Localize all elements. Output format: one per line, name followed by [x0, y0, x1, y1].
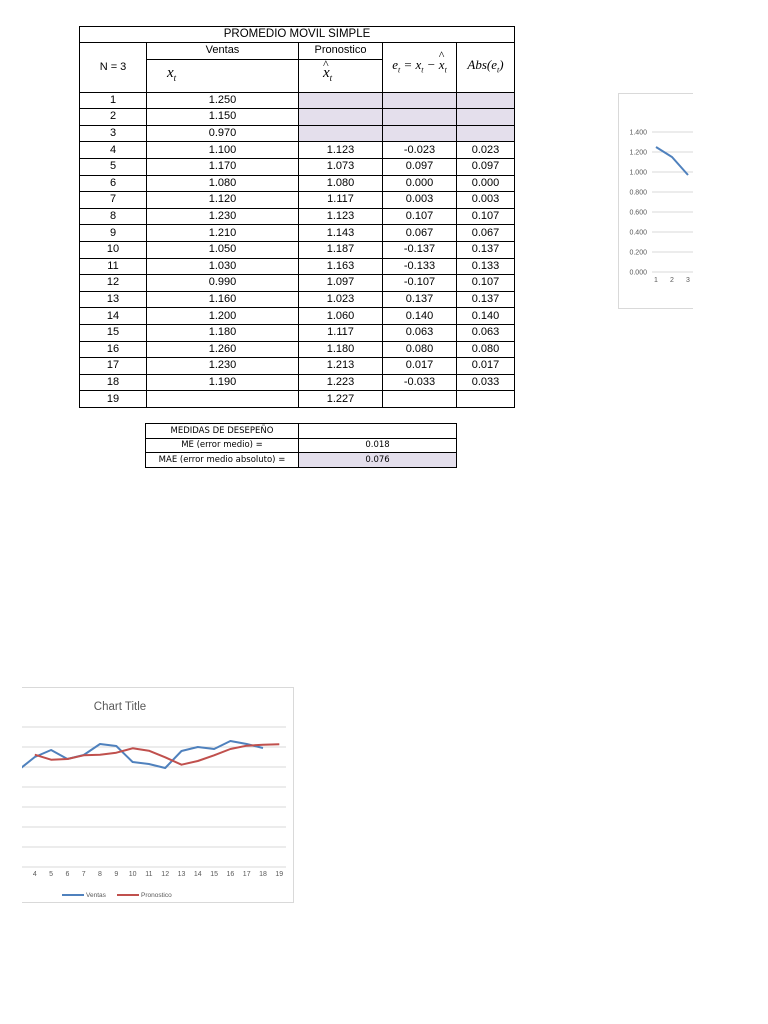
ventas-cell: 1.120	[147, 192, 299, 209]
pronostico-cell: 1.187	[299, 241, 383, 258]
y-tick-label: 1.400	[629, 129, 647, 137]
table-row	[80, 358, 515, 375]
table-row	[80, 125, 515, 142]
pronostico-cell: 1.213	[299, 358, 383, 375]
x-tick-label: 13	[177, 871, 186, 878]
table-row	[80, 275, 515, 292]
pronostico-cell: 1.117	[299, 324, 383, 341]
ventas-cell: 1.230	[147, 358, 299, 375]
period-cell: 13	[80, 291, 147, 308]
performance-header-blank	[299, 424, 457, 439]
me-label: ME (error medio) =	[146, 438, 299, 453]
ventas-cell: 1.150	[147, 109, 299, 126]
n-label: N = 3	[80, 43, 147, 93]
abs-error-cell	[457, 391, 515, 408]
abs-error-cell: 0.140	[457, 308, 515, 325]
abs-error-cell: 0.067	[457, 225, 515, 242]
chart-title: Chart Title	[93, 701, 147, 713]
abs-error-cell: 0.133	[457, 258, 515, 275]
x-tick-label: 1	[654, 277, 658, 284]
pronostico-cell: 1.080	[299, 175, 383, 192]
y-tick-label: 1.200	[629, 149, 647, 157]
pronostico-cell: 1.097	[299, 275, 383, 292]
ventas-cell: 1.050	[147, 241, 299, 258]
error-cell: 0.140	[383, 308, 457, 325]
x-tick-label: 6	[65, 871, 70, 878]
abs-error-cell	[457, 125, 515, 142]
x-tick-label: 5	[49, 871, 54, 878]
x-tick-label: 11	[145, 871, 153, 878]
y-tick-label: 0.600	[629, 209, 647, 217]
abs-error-cell: 0.097	[457, 158, 515, 175]
table-row	[80, 258, 515, 275]
error-cell: -0.137	[383, 241, 457, 258]
error-cell: 0.017	[383, 358, 457, 375]
ventas-line	[22, 741, 263, 770]
pronostico-cell: 1.117	[299, 192, 383, 209]
forecast-table	[79, 26, 515, 408]
x-tick-label: 3	[686, 277, 690, 284]
period-cell: 9	[80, 225, 147, 242]
period-cell: 6	[80, 175, 147, 192]
x-tick-label: 17	[242, 871, 251, 878]
x-tick-label: 16	[226, 871, 235, 878]
error-cell: 0.137	[383, 291, 457, 308]
pronostico-cell: 1.227	[299, 391, 383, 408]
ventas-cell: 1.080	[147, 175, 299, 192]
ventas-cell: 1.210	[147, 225, 299, 242]
ventas-cell: 1.100	[147, 142, 299, 159]
error-cell: -0.133	[383, 258, 457, 275]
small-chart-svg	[619, 94, 693, 308]
x-tick-label: 12	[161, 871, 170, 878]
ventas-cell: 1.180	[147, 324, 299, 341]
header-abs-error: $Abs(e_t)$	[457, 43, 515, 93]
table-row	[80, 109, 515, 126]
period-cell: 17	[80, 358, 147, 375]
error-cell	[383, 391, 457, 408]
error-cell: 0.003	[383, 192, 457, 209]
pronostico-cell	[299, 125, 383, 142]
pronostico-cell: 1.163	[299, 258, 383, 275]
mae-value: 0.076	[299, 453, 457, 468]
me-value: 0.018	[299, 438, 457, 453]
table-row	[80, 92, 515, 109]
error-cell: 0.000	[383, 175, 457, 192]
abs-error-cell: 0.107	[457, 208, 515, 225]
abs-error-cell: 0.063	[457, 324, 515, 341]
y-tick-label: 0.400	[629, 229, 647, 237]
ventas-cell	[147, 391, 299, 408]
x-tick-label: 2	[670, 277, 674, 284]
period-cell: 4	[80, 142, 147, 159]
table-row	[80, 291, 515, 308]
y-tick-label: 1.000	[629, 169, 647, 177]
x-tick-label: 14	[193, 871, 202, 878]
y-tick-label: 0.800	[629, 189, 647, 197]
pronostico-cell: 1.123	[299, 142, 383, 159]
y-tick-label: 0.000	[629, 269, 647, 277]
pronostico-cell: 1.060	[299, 308, 383, 325]
y-tick-label: 0.200	[629, 249, 647, 257]
table-row	[80, 175, 515, 192]
ventas-cell: 1.250	[147, 92, 299, 109]
x-tick-label: 4	[32, 871, 37, 878]
pronostico-cell	[299, 92, 383, 109]
period-cell: 16	[80, 341, 147, 358]
ventas-cell: 1.260	[147, 341, 299, 358]
header-xt: $x_t$	[147, 59, 299, 92]
period-cell: 3	[80, 125, 147, 142]
abs-error-cell: 0.003	[457, 192, 515, 209]
abs-error-cell	[457, 92, 515, 109]
table-row	[80, 142, 515, 159]
legend-label-ventas: Ventas	[86, 892, 106, 899]
pronostico-cell: 1.223	[299, 374, 383, 391]
small-chart	[618, 93, 693, 309]
ventas-cell: 0.970	[147, 125, 299, 142]
period-cell: 8	[80, 208, 147, 225]
abs-error-cell: 0.033	[457, 374, 515, 391]
error-cell: 0.107	[383, 208, 457, 225]
x-tick-label: 19	[275, 871, 284, 878]
error-cell: -0.023	[383, 142, 457, 159]
header-ventas: Ventas	[147, 43, 299, 60]
period-cell: 1	[80, 92, 147, 109]
x-tick-label: 10	[128, 871, 137, 878]
header-xhat: ^ $x_t$	[299, 59, 383, 92]
x-tick-label: 7	[81, 871, 86, 878]
period-cell: 19	[80, 391, 147, 408]
abs-error-cell: 0.017	[457, 358, 515, 375]
error-cell: -0.033	[383, 374, 457, 391]
abs-error-cell: 0.137	[457, 291, 515, 308]
x-tick-label: 8	[98, 871, 102, 878]
ventas-cell: 1.170	[147, 158, 299, 175]
pronostico-cell: 1.143	[299, 225, 383, 242]
period-cell: 18	[80, 374, 147, 391]
x-tick-label: 18	[259, 871, 267, 878]
ventas-cell: 1.200	[147, 308, 299, 325]
abs-error-cell: 0.080	[457, 341, 515, 358]
error-cell	[383, 109, 457, 126]
period-cell: 14	[80, 308, 147, 325]
large-chart-svg	[22, 688, 293, 902]
error-cell: 0.097	[383, 158, 457, 175]
error-cell	[383, 92, 457, 109]
table-row	[80, 208, 515, 225]
period-cell: 2	[80, 109, 147, 126]
ventas-cell: 1.230	[147, 208, 299, 225]
table-row	[80, 374, 515, 391]
pronostico-cell: 1.023	[299, 291, 383, 308]
performance-header: MEDIDAS DE DESEPEÑO	[146, 424, 299, 439]
pronostico-cell	[299, 109, 383, 126]
ventas-cell: 1.190	[147, 374, 299, 391]
table-row	[80, 341, 515, 358]
header-pronostico: Pronostico	[299, 43, 383, 60]
table-row	[80, 225, 515, 242]
period-cell: 10	[80, 241, 147, 258]
x-tick-label: 9	[114, 871, 119, 878]
table-row	[80, 324, 515, 341]
error-cell: 0.080	[383, 341, 457, 358]
table-row	[80, 391, 515, 408]
ventas-cell: 0.990	[147, 275, 299, 292]
pronostico-cell: 1.073	[299, 158, 383, 175]
table-row	[80, 308, 515, 325]
ventas-line	[656, 147, 688, 175]
ventas-cell: 1.160	[147, 291, 299, 308]
table-row	[80, 158, 515, 175]
large-chart	[22, 687, 294, 903]
x-tick-label: 15	[210, 871, 218, 878]
period-cell: 11	[80, 258, 147, 275]
table-row	[80, 192, 515, 209]
error-cell: -0.107	[383, 275, 457, 292]
legend-label-pronostico: Pronostico	[141, 892, 172, 899]
performance-table	[145, 423, 457, 468]
error-cell	[383, 125, 457, 142]
ventas-cell: 1.030	[147, 258, 299, 275]
period-cell: 7	[80, 192, 147, 209]
period-cell: 12	[80, 275, 147, 292]
pronostico-cell: 1.123	[299, 208, 383, 225]
error-cell: 0.063	[383, 324, 457, 341]
abs-error-cell	[457, 109, 515, 126]
period-cell: 5	[80, 158, 147, 175]
mae-label: MAE (error medio absoluto) =	[146, 453, 299, 468]
period-cell: 15	[80, 324, 147, 341]
abs-error-cell: 0.107	[457, 275, 515, 292]
pronostico-cell: 1.180	[299, 341, 383, 358]
abs-error-cell: 0.023	[457, 142, 515, 159]
abs-error-cell: 0.137	[457, 241, 515, 258]
table-row	[80, 241, 515, 258]
abs-error-cell: 0.000	[457, 175, 515, 192]
error-cell: 0.067	[383, 225, 457, 242]
table-title: PROMEDIO MOVIL SIMPLE	[80, 27, 515, 43]
header-error: $e_t = x_t$ − ^ $x_t$	[383, 43, 457, 93]
